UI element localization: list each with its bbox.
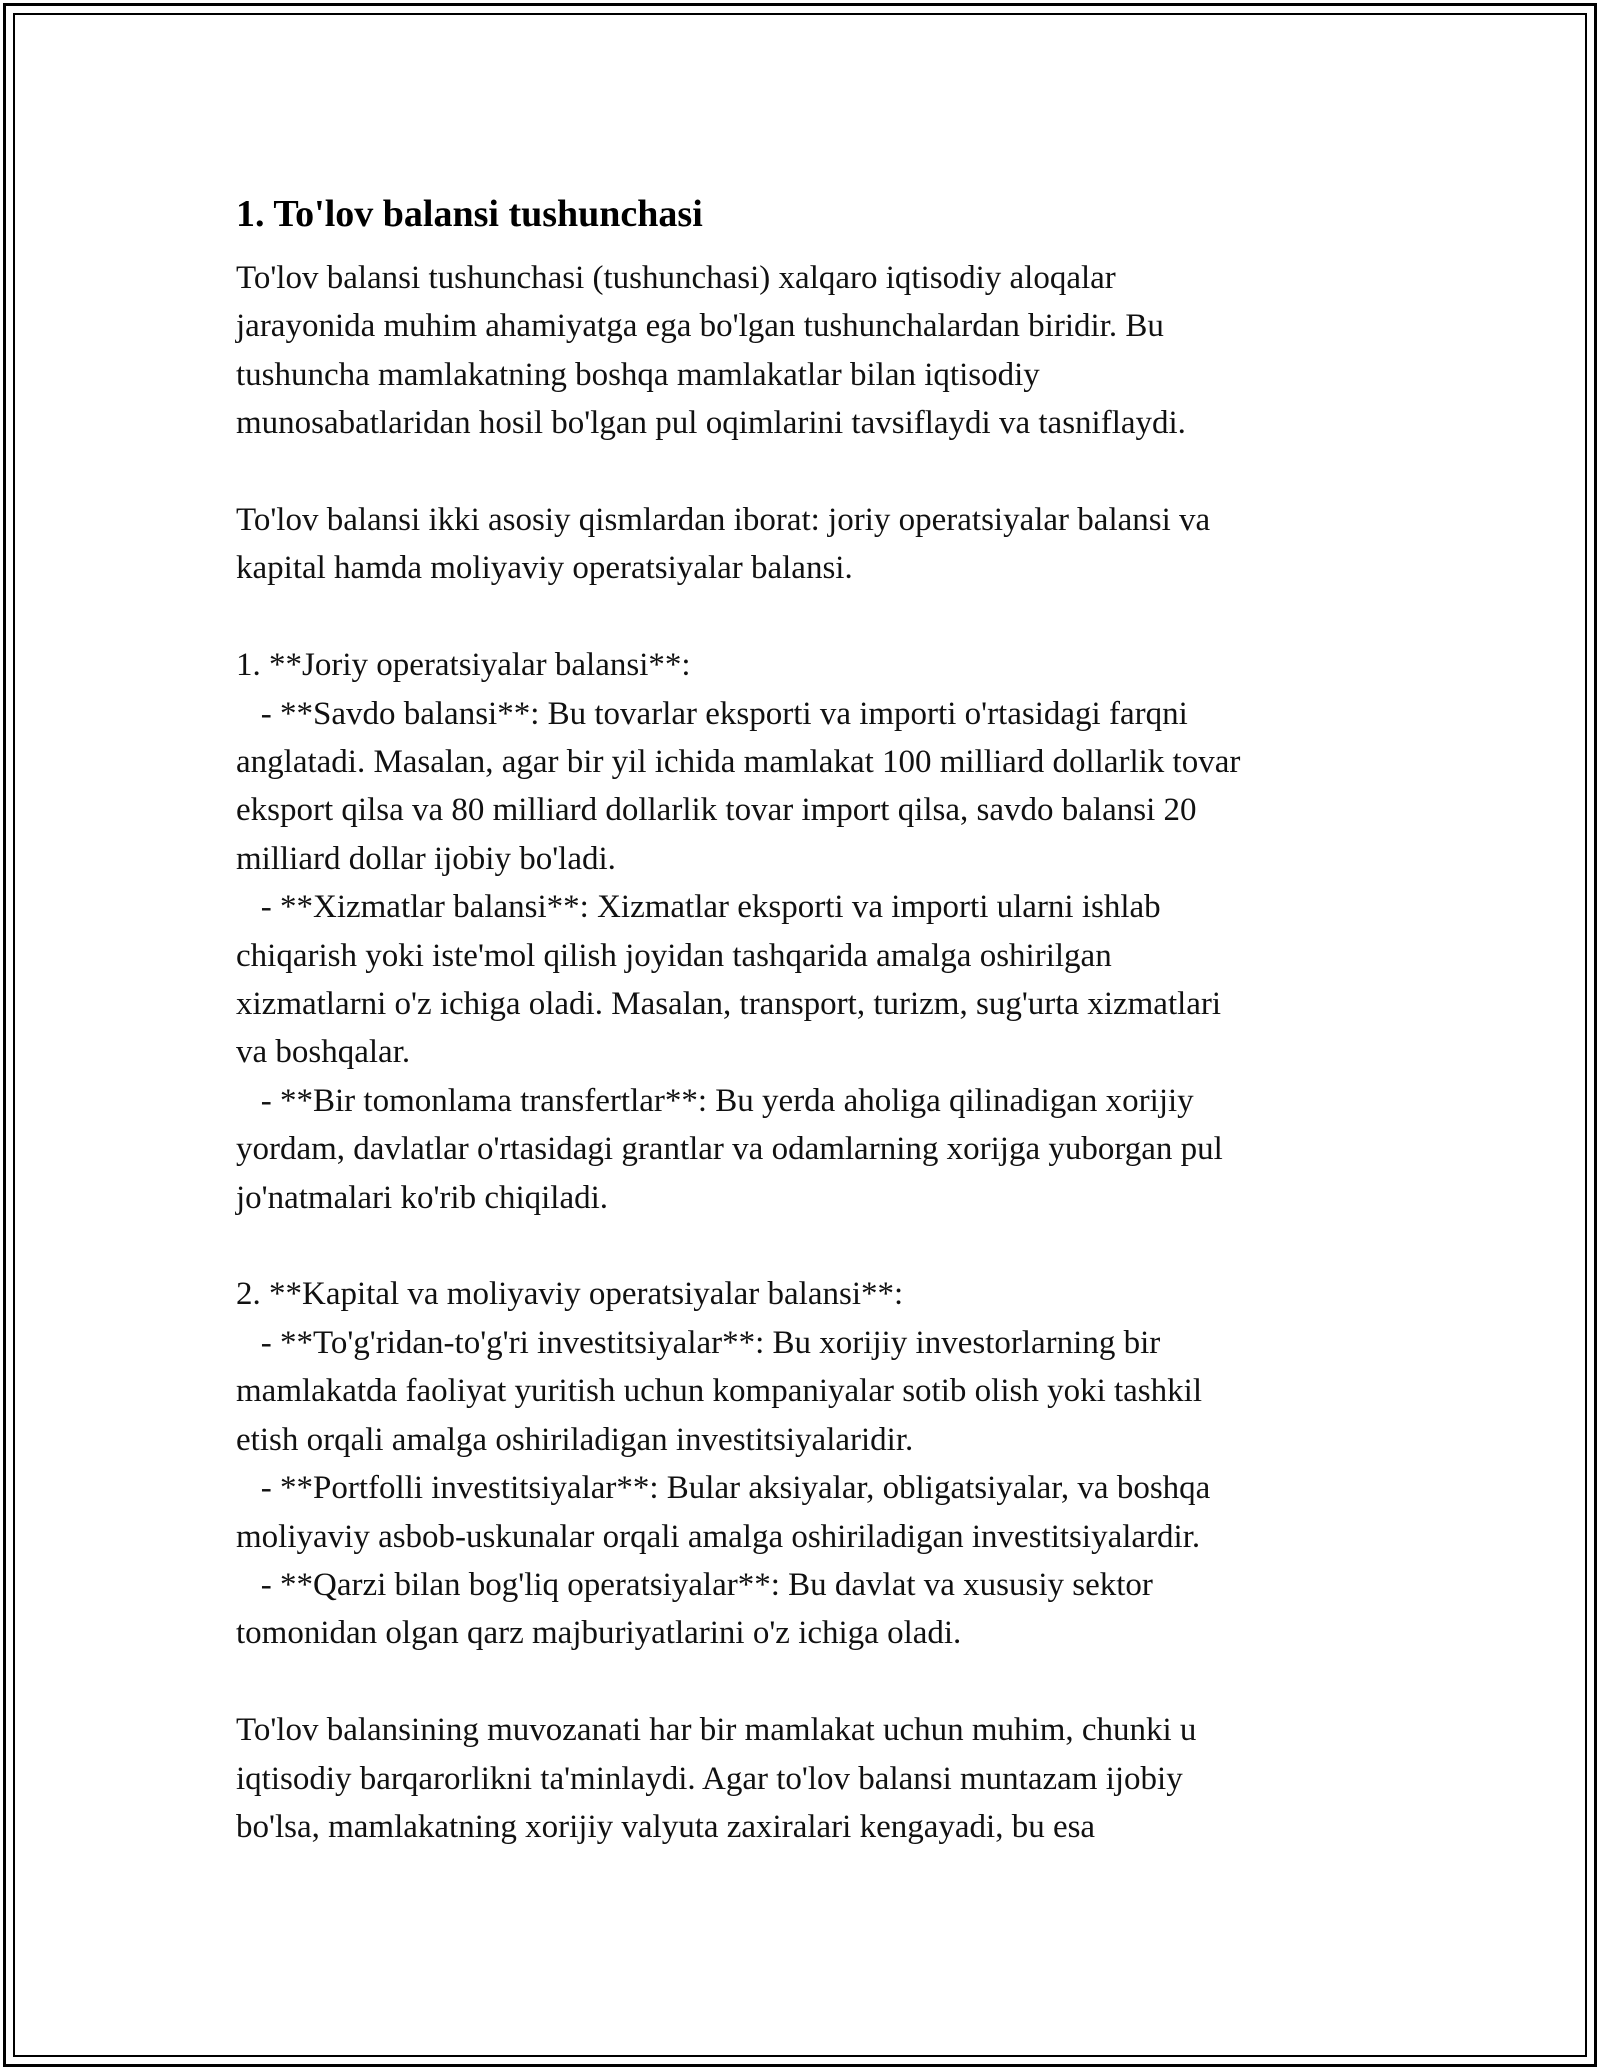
paragraph-gap — [236, 448, 1376, 496]
paragraph-gap — [236, 1222, 1376, 1270]
list-capital-account: 2. **Kapital va moliyaviy operatsiyalar balansi**: - **To'g'ridan-to'g'ri investitsiyalar**: Bu xorijiy investorlarning bir mamlakatda faoliyat yuritish uchun kompaniyalar sotib olish yoki tashkil etish orqali amalga oshiriladigan investitsiyalaridir. - **Portfolli investitsiyalar**: Bular aksiyalar, obligatsiyalar, va boshqa moliyaviy asbob-uskunalar orqali amalga oshiriladigan investitsiyalardir. - **Qarzi bilan bog'liq operatsiyalar**: Bu davlat va xususiy sektor tomonidan olgan qarz majburiyatlarini o'z ichiga oladi. — [236, 1276, 1211, 1652]
paragraph-gap — [236, 1658, 1376, 1706]
paragraph-intro: To'lov balansi tushunchasi (tushunchasi) xalqaro iqtisodiy aloqalar jarayonida muhim ahamiyatga ega bo'lgan tushunchalardan biridir. Bu tushuncha mamlakatning boshqa mamlakatlar bilan iqtisodiy munosabatlaridan hosil bo'lgan pul oqimlarini tavsiflaydi va tasniflaydi. — [236, 260, 1186, 442]
document-body — [236, 186, 1376, 1851]
list-current-account: 1. **Joriy operatsiyalar balansi**: - **Savdo balansi**: Bu tovarlar eksporti va importi o'rtasidagi farqni anglatadi. Masalan, agar bir yil ichida mamlakat 100 milliard dollarlik tovar eksport qilsa va 80 milliard dollarlik tovar import qilsa, savdo balansi 20 milliard dollar ijobiy bo'ladi. - **Xizmatlar balansi**: Xizmatlar eksporti va importi ularni ishlab chiqarish yoki iste'mol qilish joyidan tashqarida amalga oshirilgan xizmatlarni o'z ichiga oladi. Masalan, transport, turizm, sug'urta xizmatlari va boshqalar. - **Bir tomonlama transfertlar**: Bu yerda aholiga qilinadigan xorijiy yordam, davlatlar o'rtasidagi grantlar va odamlarning xorijga yuborgan pul jo'natmalari ko'rib chiqiladi. — [236, 647, 1241, 1216]
section-heading: 1. To'lov balansi tushunchasi — [236, 193, 703, 235]
paragraph-balance-importance: To'lov balansining muvozanati har bir mamlakat uchun muhim, chunki u iqtisodiy barqarorlikni ta'minlaydi. Agar to'lov balansi muntazam ijobiy bo'lsa, mamlakatning xorijiy valyuta zaxiralari kengayadi, bu esa — [236, 1712, 1197, 1845]
paragraph-gap — [236, 593, 1376, 641]
paragraph-parts: To'lov balansi ikki asosiy qismlardan iborat: joriy operatsiyalar balansi va kapital hamda moliyaviy operatsiyalar balansi. — [236, 502, 1211, 587]
